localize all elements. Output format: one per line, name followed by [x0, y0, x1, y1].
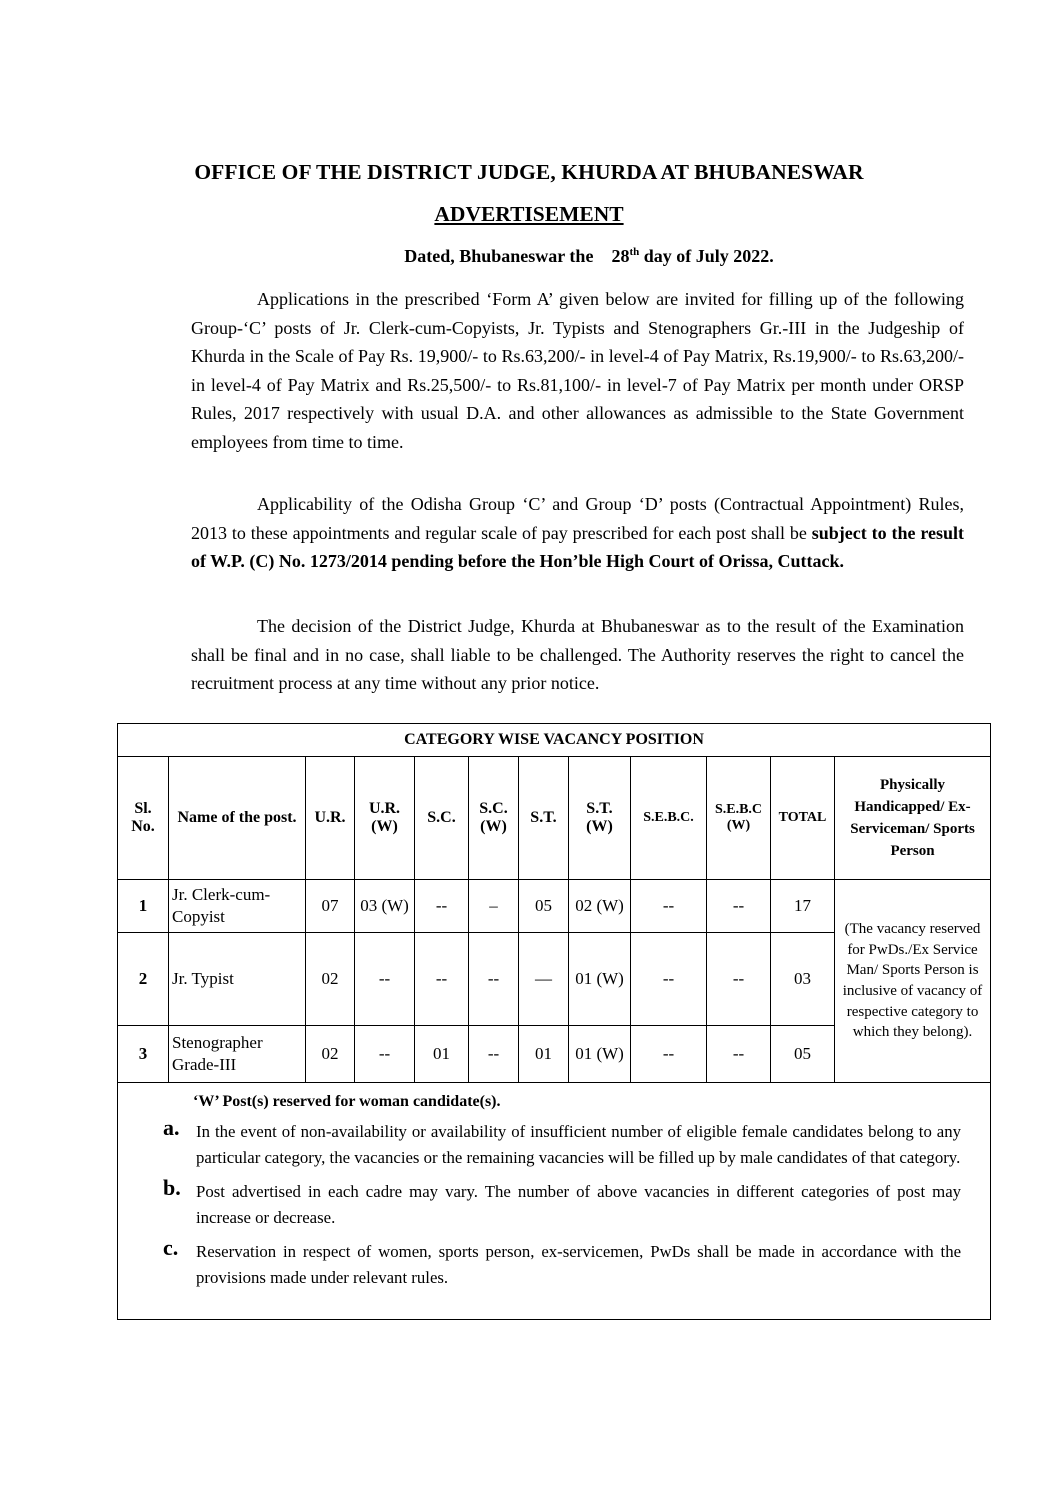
cell-sebc: -- — [631, 880, 707, 933]
header-sebc: S.E.B.C. — [631, 757, 707, 880]
cell-st: 05 — [519, 880, 569, 933]
note-mark: b. — [163, 1175, 181, 1200]
cell-total: 05 — [771, 1026, 835, 1083]
cell-stw: 01 (W) — [569, 933, 631, 1026]
cell-scw: -- — [469, 933, 519, 1026]
cell-sebcw: -- — [707, 880, 771, 933]
cell-st: — — [519, 933, 569, 1026]
cell-name: Jr. Typist — [169, 933, 306, 1026]
cell-ur: 07 — [306, 880, 355, 933]
advertisement-title — [0, 202, 1058, 227]
cell-scw: -- — [469, 1026, 519, 1083]
date-sup: th — [629, 246, 640, 258]
date-prefix: Dated, Bhubaneswar the — [404, 246, 594, 266]
cell-sebc: -- — [631, 1026, 707, 1083]
header-sc: S.C. — [415, 757, 469, 880]
date-day: 28 — [611, 246, 630, 266]
paragraph-decision: The decision of the District Judge, Khurda at Bhubaneswar as to the result of the Examination shall be final and in no case, shall liable to be challenged. The Authority reserves the right to cancel the recruitment process at any time without any prior notice. — [191, 616, 964, 694]
cell-ur: 02 — [306, 933, 355, 1026]
note-text: Post advertised in each cadre may vary. The number of above vacancies in different categories of post may increase or decrease. — [196, 1182, 962, 1227]
note-text: In the event of non-availability or availability of insufficient number of eligible female candidates belong to any particular category, the vacancies or the remaining vacancies will be filled up by male candidates of that category. — [196, 1122, 962, 1167]
cell-sebcw: -- — [707, 933, 771, 1026]
cell-urw: -- — [355, 1026, 415, 1083]
cell-sebcw: -- — [707, 1026, 771, 1083]
cell-ur: 02 — [306, 1026, 355, 1083]
note-item — [163, 1175, 962, 1231]
cell-sebc: -- — [631, 933, 707, 1026]
cell-total: 03 — [771, 933, 835, 1026]
date-line — [60, 246, 1058, 267]
table-row — [118, 880, 991, 933]
cell-sc: -- — [415, 933, 469, 1026]
note-mark: c. — [163, 1235, 179, 1260]
ph-note: (The vacancy reserved for PwDs./Ex Service Man/ Sports Person is inclusive of vacancy of respective category to which they belong). — [835, 880, 991, 1083]
vacancy-table — [117, 723, 991, 1320]
cell-scw: – — [469, 880, 519, 933]
cell-name: Jr. Clerk-cum-Copyist — [169, 880, 306, 933]
paragraph-applications: Applications in the prescribed ‘Form A’ given below are invited for filling up of the following Group-‘C’ posts of Jr. Clerk-cum-Copyists, Jr. Typists and Stenographers Gr.-III in the Judgeship of Khurda in the Scale of Pay Rs. 19,900/- to Rs.63,200/- in level-4 of Pay Matrix, Rs.19,900/- to Rs.63,200/- in level-4 of Pay Matrix and Rs.25,500/- to Rs.81,100/- in level-7 of Pay Matrix per month under ORSP Rules, 2017 respectively with usual D.A. and other allowances as admissible to the State Government employees from time to time. — [191, 289, 964, 452]
cell-sl: 2 — [118, 933, 169, 1026]
office-title: OFFICE OF THE DISTRICT JUDGE, KHURDA AT BHUBANESWAR — [194, 160, 864, 184]
note-mark: a. — [163, 1115, 180, 1140]
cell-urw: -- — [355, 933, 415, 1026]
cell-st: 01 — [519, 1026, 569, 1083]
note-item — [163, 1115, 962, 1171]
header-stw: S.T. (W) — [569, 757, 631, 880]
cell-sc: 01 — [415, 1026, 469, 1083]
cell-sc: -- — [415, 880, 469, 933]
cell-stw: 01 (W) — [569, 1026, 631, 1083]
notes-section — [118, 1083, 991, 1320]
paragraph-applicability-bold: subject to the result of W.P. (C) No. 1273/2014 pending before the Hon’ble High Court of Orissa, Cuttack. — [191, 522, 965, 572]
advertisement-label: ADVERTISEMENT — [434, 202, 624, 226]
cell-total: 17 — [771, 880, 835, 933]
notes-heading: ‘W’ Post(s) reserved for woman candidate(s). — [193, 1093, 501, 1110]
header-st: S.T. — [519, 757, 569, 880]
paragraph-applicability — [191, 490, 964, 576]
header-urw: U.R. (W) — [355, 757, 415, 880]
table-caption: CATEGORY WISE VACANCY POSITION — [118, 724, 991, 757]
cell-urw: 03 (W) — [355, 880, 415, 933]
cell-sl: 1 — [118, 880, 169, 933]
header-name: Name of the post. — [169, 757, 306, 880]
header-total: TOTAL — [771, 757, 835, 880]
note-text: Reservation in respect of women, sports person, ex-servicemen, PwDs shall be made in accordance with the provisions made under relevant rules. — [196, 1242, 962, 1287]
header-scw: S.C. (W) — [469, 757, 519, 880]
date-suffix: day of July 2022. — [643, 246, 774, 266]
header-ur: U.R. — [306, 757, 355, 880]
cell-sl: 3 — [118, 1026, 169, 1083]
cell-stw: 02 (W) — [569, 880, 631, 933]
paragraph-applicability-text: Applicability of the Odisha Group ‘C’ and Group ‘D’ posts (Contractual Appointment) Rules, 2013 to these appointments and regular scale of pay prescribed for each post shall be — [191, 494, 964, 543]
note-item — [163, 1235, 962, 1291]
header-sebcw: S.E.B.C (W) — [707, 757, 771, 880]
header-sl: Sl. No. — [118, 757, 169, 880]
header-ph: Physically Handicapped/ Ex-Serviceman/ Sports Person — [835, 757, 991, 880]
cell-name: Stenographer Grade-III — [169, 1026, 306, 1083]
